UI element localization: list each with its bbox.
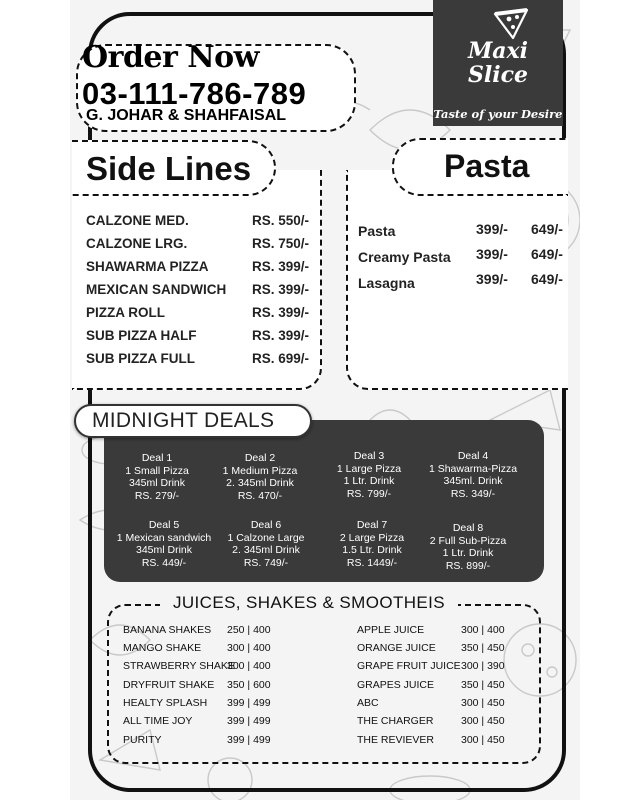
drink-name: THE REVIEVER (357, 734, 435, 746)
drink-name: PURITY (123, 734, 162, 746)
drink-name: DRYFRUIT SHAKE (123, 679, 215, 691)
deal-line: 2 Large Pizza (339, 531, 405, 544)
menu-item-price-regular: 399/- (476, 271, 508, 287)
menu-item-price-regular: 399/- (476, 246, 508, 262)
menu-item-price: RS. 399/- (252, 328, 310, 343)
logo-box (433, 0, 563, 126)
drink-name: ALL TIME JOY (123, 715, 193, 727)
deal-name: Deal 8 (452, 522, 484, 534)
deal-price: RS. 279/- (134, 489, 180, 502)
deal-line: 345ml Drink (135, 544, 193, 556)
menu-item-name: CALZONE LRG. (86, 236, 188, 251)
menu-item-price: RS. 399/- (252, 259, 310, 274)
deal-line: 2. 345ml Drink (226, 477, 294, 489)
deal-line: 1.5 Ltr. Drink (342, 544, 402, 556)
deal-name: Deal 5 (148, 519, 180, 531)
deal-name: Deal 6 (250, 519, 282, 531)
deal-price: RS. 799/- (346, 487, 392, 500)
brand-name-line1: Maxi (467, 38, 529, 64)
menu-item-name: SUB PIZZA FULL (86, 351, 195, 366)
deal-card (414, 450, 532, 500)
deal-line: 1 Shawarma-Pizza (428, 462, 518, 475)
drink-name: HEALTY SPLASH (123, 697, 208, 709)
drink-name: MANGO SHAKE (123, 642, 202, 654)
drink-price: 350 | 600 (227, 679, 271, 691)
drink-price: 250 | 400 (227, 624, 271, 636)
drink-name: BANANA SHAKES (123, 624, 212, 636)
deal-line: 1 Small Pizza (125, 464, 189, 477)
drink-price: 300 | 450 (461, 715, 505, 727)
deal-card (201, 452, 319, 502)
deal-name: Deal 7 (356, 519, 388, 531)
deal-name: Deal 4 (457, 450, 489, 462)
side-lines-title: Side Lines (86, 150, 252, 187)
drink-price: 300 | 450 (461, 734, 505, 746)
deal-price: RS. 899/- (445, 559, 491, 572)
menu-item-price: RS. 399/- (252, 305, 310, 320)
deal-line: 1 Ltr. Drink (343, 475, 395, 487)
menu-item-price: RS. 399/- (252, 282, 310, 297)
drink-price: 399 | 499 (227, 697, 271, 709)
menu-item-price: RS. 550/- (252, 213, 310, 228)
menu-item-price-large: 649/- (531, 221, 563, 237)
menu-item-name: Lasagna (358, 275, 415, 291)
deal-name: Deal 2 (244, 452, 276, 464)
menu-item-name: SHAWARMA PIZZA (86, 259, 209, 274)
deal-card (207, 519, 325, 569)
deal-price: RS. 449/- (141, 556, 187, 569)
deal-card (98, 452, 216, 502)
drink-name: APPLE JUICE (357, 624, 425, 636)
menu-item-price-regular: 399/- (476, 221, 508, 237)
deal-line: 345ml. Drink (443, 475, 503, 487)
menu-item-price-large: 649/- (531, 271, 563, 287)
juices-title: JUICES, SHAKES & SMOOTHEIS (172, 593, 446, 612)
pasta-title: Pasta (444, 148, 530, 184)
deal-name: Deal 1 (141, 452, 173, 464)
order-now-heading: Order Now (82, 40, 260, 75)
deal-card (105, 519, 223, 569)
deal-line: 1 Ltr. Drink (442, 547, 494, 559)
drink-name: GRAPES JUICE (357, 679, 435, 691)
drink-price: 399 | 499 (227, 715, 271, 727)
menu-item-name: SUB PIZZA HALF (86, 328, 197, 343)
deal-name: Deal 3 (353, 450, 385, 462)
deal-line: 345ml Drink (128, 477, 186, 489)
deal-price: RS. 1449/- (346, 556, 398, 569)
deal-price: RS. 349/- (450, 487, 496, 500)
drink-price: 300 | 400 (461, 624, 505, 636)
menu-item-name: PIZZA ROLL (86, 305, 165, 320)
phone-number[interactable]: 03-111-786-789 (82, 76, 307, 111)
deal-line: 2 Full Sub-Pizza (429, 534, 507, 547)
deal-card (310, 450, 428, 500)
service-area: G. JOHAR & SHAHFAISAL (86, 107, 287, 124)
drink-price: 300 | 450 (461, 697, 505, 709)
deal-price: RS. 470/- (237, 489, 283, 502)
drink-price: 399 | 499 (227, 734, 271, 746)
deal-line: 2. 345ml Drink (232, 544, 300, 556)
drink-name: STRAWBERRY SHAKE (123, 660, 235, 672)
brand-tagline: Taste of your Desire (433, 107, 563, 121)
menu-item-name: CALZONE MED. (86, 213, 189, 228)
drink-name: ORANGE JUICE (357, 642, 436, 654)
brand-name-line2: Slice (468, 62, 528, 88)
deal-line: 1 Large Pizza (336, 462, 402, 475)
drink-price: 350 | 450 (461, 642, 505, 654)
deal-line: 1 Medium Pizza (222, 464, 298, 477)
midnight-deals-title: MIDNIGHT DEALS (92, 409, 275, 432)
drink-price: 350 | 450 (461, 679, 505, 691)
deal-price: RS. 749/- (243, 556, 289, 569)
deal-line: 1 Mexican sandwich (116, 531, 212, 544)
menu-item-name: MEXICAN SANDWICH (86, 282, 227, 297)
pizza-slice-icon (491, 6, 531, 40)
menu-item-price: RS. 750/- (252, 236, 310, 251)
menu-item-price-large: 649/- (531, 246, 563, 262)
drink-price: 300 | 400 (227, 660, 271, 672)
deal-line: 1 Calzone Large (227, 531, 305, 544)
drink-name: THE CHARGER (357, 715, 434, 727)
menu-item-price: RS. 699/- (252, 351, 310, 366)
drink-name: ABC (357, 697, 379, 709)
drink-price: 300 | 390 (461, 660, 505, 672)
drink-name: GRAPE FRUIT JUICE (357, 660, 461, 672)
deal-card (409, 522, 527, 572)
menu-item-name: Creamy Pasta (358, 249, 451, 265)
drink-price: 300 | 400 (227, 642, 271, 654)
menu-item-name: Pasta (358, 223, 396, 239)
